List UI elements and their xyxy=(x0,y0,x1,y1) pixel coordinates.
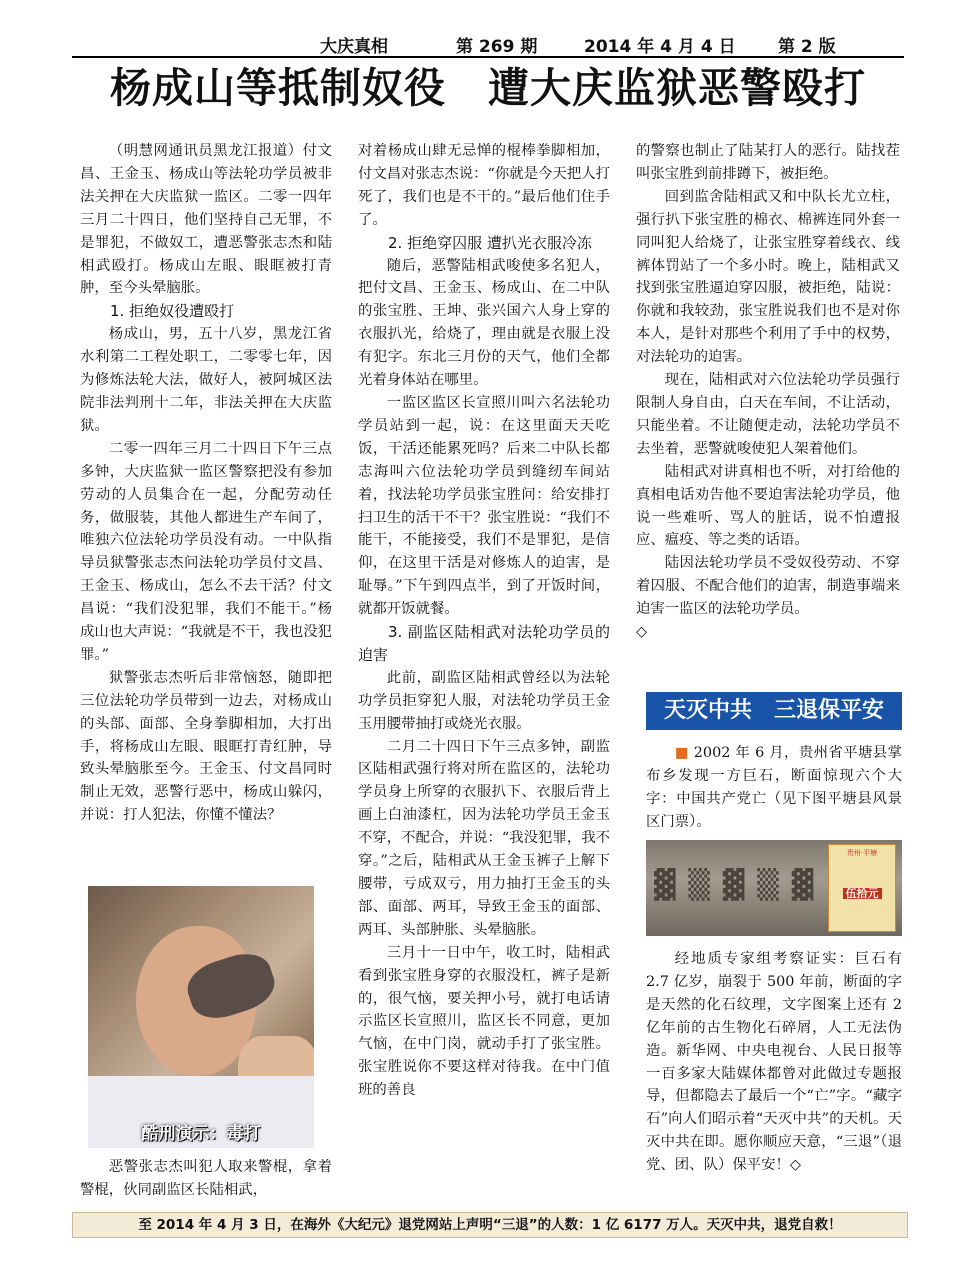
paragraph: （明慧网通讯员黑龙江报道）付文昌、王金玉、杨成山等法轮功学员被非法关押在大庆监狱一监区。二零一四年三月二十四日，他们坚持自己无罪，不是罪犯，不做奴工，遭恶警张志杰和陆相武殴打。杨成山左眼、眼眶被打青肿，至今头晕脑胀。 xyxy=(80,143,332,297)
section-heading-2: 2. 拒绝穿囚服 遭扒光衣服冷冻 xyxy=(388,233,592,252)
article-title: 杨成山等抵制奴役 遭大庆监狱恶警殴打 xyxy=(110,64,866,112)
section-heading-1: 1. 拒绝奴役遭殴打 xyxy=(110,302,235,321)
masthead xyxy=(72,30,904,58)
paper-name: 大庆真相 xyxy=(320,37,388,57)
issue-date: 2014 年 4 月 4 日 xyxy=(584,37,736,57)
paragraph: 的警察也制止了陆某打人的恶行。陆找茬叫张宝胜到前排蹲下，被拒绝。 xyxy=(636,143,900,182)
paragraph: 陆因法轮功学员不受奴役劳动、不穿着囚服、不配合他们的迫害，制造事端来迫害一监区的法轮功学员。 xyxy=(636,555,900,618)
paragraph: 对着杨成山肆无忌惮的棍棒拳脚相加，付文昌对张志杰说：“你就是今天把人打死了，我们也是不干的。”最后他们住手了。 xyxy=(358,143,610,228)
sidebar-intro xyxy=(646,742,902,834)
column-1-tail xyxy=(80,1156,332,1202)
paragraph: 经地质专家组考察证实：巨石有 2.7 亿岁，崩裂于 500 年前，断面的字是天然的化石纹理，文字图案上还有 2 亿年前的古生物化石碎屑，人工无法伪造。新华网、中央电视台、人民日报等一百多家大陆媒体都曾对此做过专题报导，但都隐去了最后一个“亡”字。“藏字石”向人们昭示着“天灭中共”的天机。天灭中共在即。愿你顺应天意，“三退”（退党、团、队）保平安！◇ xyxy=(646,951,902,1174)
paragraph: 此前，副监区陆相武曾经以为法轮功学员拒穿犯人服，对法轮功学员王金玉用腰带抽打或烧光衣服。 xyxy=(358,669,610,732)
page-number: 第 2 版 xyxy=(778,37,836,57)
bullet-icon: ■ xyxy=(674,745,689,761)
paragraph: 随后，恶警陆相武唆使多名犯人，把付文昌、王金玉、杨成山、在二中队的张宝胜、王坤、张兴国六人身上穿的衣服扒光，给烧了，理由就是衣服上没有犯字。东北三月份的天气，他们全都光着身体站在哪里。 xyxy=(358,257,610,389)
paragraph: 杨成山，男，五十八岁，黑龙江省水利第二工程处职工，二零零七年，因为修炼法轮大法，做好人，被阿城区法院非法判刑十二年，非法关押在大庆监狱。 xyxy=(80,326,332,434)
end-mark: ◇ xyxy=(636,624,648,641)
column-3 xyxy=(636,140,900,644)
paragraph: 二月二十四日下午三点多钟，副监区陆相武强行将对所在监区的，法轮功学员身上所穿的衣服扒下、衣服后背上画上白油漆杠，因为法轮功学员王金玉不穿，不配合，并说：“我没犯罪，我不穿。”之后，陆相武从王金玉裤子上解下腰带，亏成双亏，用力抽打王金玉的头部、面部、两耳，导致王金玉的面部、两耳、头部肿胀、头晕脑胀。 xyxy=(358,738,610,938)
paragraph: 一监区监区长宣照川叫六名法轮功学员站到一起，说：在这里面天天吃饭，干活还能累死吗？后来二中队长都志海叫六位法轮功学员到缝纫车间站着，找法轮功学员张宝胜问：给安排打扫卫生的活干不干？张宝胜说：“我们不能干，不能接受，我们不是罪犯，是信仰，在这里干活是对修炼人的迫害，是耻辱。”下午到四点半，到了开饭时间，就都开饭就餐。 xyxy=(358,394,610,618)
photo-caption: 酷刑演示：毒打 xyxy=(141,1124,261,1144)
paragraph: 狱警张志杰听后非常恼怒，随即把三位法轮功学员带到一边去，对杨成山的头部、面部、全身拳脚相加，大打出手，将杨成山左眼、眼眶打青红肿，导致头晕脑胀至今。王金玉、付文昌同时制止无效，恶警行恶中，杨成山躲闪，并说：打人犯法，你懂不懂法？ xyxy=(80,669,332,824)
paragraph: 恶警张志杰叫犯人取来警棍，拿着警棍，伙同副监区长陆相武， xyxy=(80,1159,332,1198)
ticket-price: 伍拾元 xyxy=(843,888,882,899)
paragraph: 三月十一日中午，收工时，陆相武看到张宝胜身穿的衣服没杠，裤子是新的，很气恼，要关押小号，就打电话请示监区长宣照川，监区长不同意，更加气恼，在中门岗，就动手打了张宝胜。张宝胜说你不要这样对待我。在中门值班的善良 xyxy=(358,944,610,1099)
stone-photo xyxy=(646,840,902,936)
section-heading-3: 3. 副监区陆相武对法轮功学员的迫害 xyxy=(358,623,610,664)
stone-inscription-shape: ▓ ▒ ▓ ▒ ▓ xyxy=(654,868,816,901)
column-1 xyxy=(80,140,332,827)
footer-statement: 至 2014 年 4 月 3 日，在海外《大纪元》退党网站上声明“三退”的人数：1 亿 6177 万人。天灭中共，退党自救！ xyxy=(72,1212,908,1238)
column-2 xyxy=(358,140,610,1102)
paragraph: 二零一四年三月二十四日下午三点多钟，大庆监狱一监区警察把没有参加劳动的人员集合在一起，分配劳动任务，做服装，其他人都进生产车间了，唯独六位法轮功学员没有动。一中队指导员狱警张志杰问法轮功学员付文昌、王金玉、杨成山，怎么不去干活？付文昌说：“我们没犯罪，我们不能干。”杨成山也大声说：“我就是不干，我也没犯罪。” xyxy=(80,440,332,663)
ticket-title: 贵州·平塘 xyxy=(846,849,878,857)
paragraph: 现在，陆相武对六位法轮功学员强行限制人身自由，白天在车间，不让活动，只能坐着。不让随便走动，法轮功学员不去坐着，恶警就唆使犯人架着他们。 xyxy=(636,372,900,457)
ticket-image xyxy=(828,844,896,932)
paragraph: 陆相武对讲真相也不听，对打给他的真相电话劝告他不要迫害法轮功学员，他说一些难听、骂人的脏话，说不怕遭报应、瘟疫、等之类的话语。 xyxy=(636,463,900,549)
torture-demo-photo xyxy=(88,886,314,1148)
paragraph: 2002 年 6 月，贵州省平塘县掌布乡发现一方巨石，断面惊现六个大字：中国共产党亡（见下图平塘县风景区门票）。 xyxy=(646,745,902,830)
sanTui-banner: 天灭中共 三退保平安 xyxy=(646,692,902,730)
issue-number: 第 269 期 xyxy=(456,37,538,57)
paragraph: 回到监舍陆相武又和中队长尤立柱，强行扒下张宝胜的棉衣、棉裤连同外套一同叫犯人给烧了，让张宝胜穿着线衣、线裤体罚站了一个多小时。晚上，陆相武又找到张宝胜逼迫穿囚服，被拒绝，陆说：你就和我较劲，张宝胜说我们也不是对你本人，是针对那些个利用了手中的权势，对法轮功的迫害。 xyxy=(636,188,900,366)
sidebar-body xyxy=(646,948,902,1177)
